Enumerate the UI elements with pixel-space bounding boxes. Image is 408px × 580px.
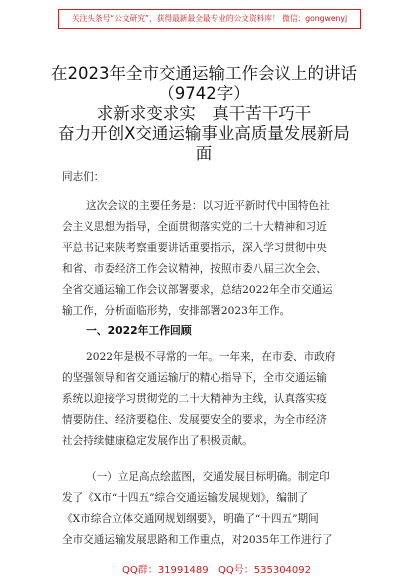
section-heading: 一、2022年工作回顾 — [86, 324, 192, 337]
paragraph-line: 会主义思想为指导，全面贯彻落实党的二十大精神和习近 — [62, 221, 327, 233]
paragraph-line: 全市交通运输发展思路和工作重点，对2035年工作进行了 — [62, 534, 333, 546]
paragraph-line: 这次会议的主要任务是：以习近平新时代中国特色社 — [86, 200, 330, 212]
promo-banner: 关注头条号“公文研究”，获得最新最全最专业的公文资料库！ 微信：gongwenyj — [58, 9, 361, 29]
paragraph-line: 和省、市委经济工作会议精神，按照市委八届三次全会、 — [62, 263, 327, 275]
qq-group-label: QQ群：31991489 — [122, 565, 209, 576]
title-line-5: 面 — [195, 144, 213, 163]
salutation: 同志们： — [62, 171, 105, 183]
paragraph-line: 系统以迎接学习贯彻党的二十大精神为主线，认真落实疫 — [62, 393, 327, 405]
qq-number-label: QQ号：535304092 — [218, 565, 312, 576]
paragraph-line: 的坚强领导和省交通运输厅的精心指导下，全市交通运输 — [62, 372, 327, 384]
paragraph-line: 发了《X市“十四五”综合交通运输发展规划》，编制了 — [62, 492, 309, 504]
paragraph-line: 输工作，分析面临形势，安排部署2023年工作。 — [62, 305, 291, 317]
paragraph-line: 平总书记来陕考察重要讲话重要指示，深入学习贯彻中央 — [62, 242, 327, 254]
paragraph-line: 情要防住、经济要稳住、发展要安全的要求，为全市经济 — [62, 414, 327, 426]
title-line-1: 在2023年全市交通运输工作会议上的讲话 — [51, 64, 357, 83]
paragraph-line: 2022年是极不寻常的一年。一年来，在市委、市政府 — [86, 351, 336, 363]
paragraph-line: 社会持续健康稳定发展作出了积极贡献。 — [62, 435, 253, 447]
title-line-2: （9742字） — [158, 84, 250, 103]
title-line-3: 求新求变求实 真干苦干巧干 — [96, 104, 312, 123]
paragraph-line: 全省交通运输工作会议部署要求，总结2022年全市交通运 — [62, 284, 333, 296]
title-line-4: 奋力开创X交通运输事业高质量发展新局 — [58, 124, 350, 143]
paragraph-line: （一）立足高点绘蓝图，交通发展目标明确。制定印 — [86, 471, 330, 483]
paragraph-line: 《X市综合立体交通网规划纲要》，明确了“十四五”期间 — [62, 513, 319, 525]
